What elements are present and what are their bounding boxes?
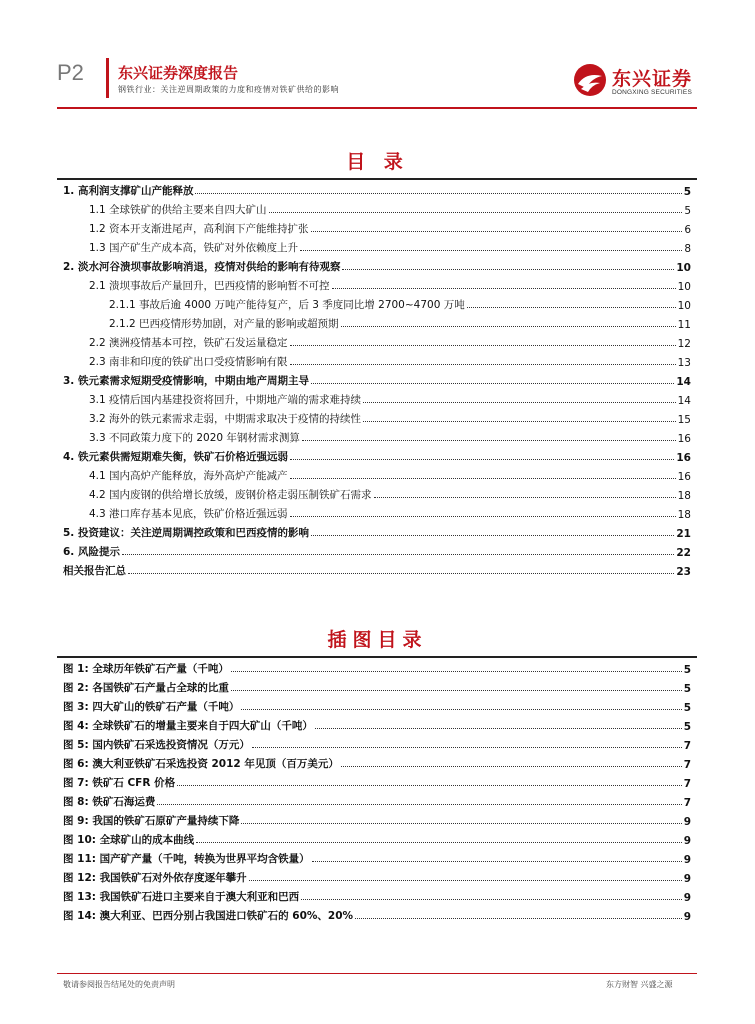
figure-entry[interactable]: 图 3: 四大矿山的铁矿石产量（千吨） 5 xyxy=(63,701,691,714)
toc-entry[interactable]: 2. 淡水河谷溃坝事故影响消退，疫情对供给的影响有待观察 10 xyxy=(63,261,691,274)
disclaimer-note: 敬请参阅报告结尾处的免责声明 xyxy=(63,980,175,989)
toc-entry[interactable]: 2.1.2 巴西疫情形势加剧，对产量的影响或超预期 11 xyxy=(109,318,691,331)
figures-title: 插图目录 xyxy=(327,629,428,651)
toc-entry[interactable]: 2.3 南非和印度的铁矿出口受疫情影响有限 13 xyxy=(89,356,691,369)
toc-entry[interactable]: 1.3 国产矿生产成本高，铁矿对外依赖度上升 8 xyxy=(89,242,691,255)
toc-entry[interactable]: 1.1 全球铁矿的供给主要来自四大矿山 5 xyxy=(89,204,691,217)
page-number: P2 xyxy=(57,60,84,85)
figure-entry[interactable]: 图 1: 全球历年铁矿石产量（千吨） 5 xyxy=(63,663,691,676)
toc-entry[interactable]: 5. 投资建议：关注逆周期调控政策和巴西疫情的影响 21 xyxy=(63,527,691,540)
figure-entry[interactable]: 图 11: 国产矿产量（千吨，转换为世界平均含铁量） 9 xyxy=(63,853,691,866)
page-header xyxy=(0,0,755,110)
toc-entry[interactable]: 3.2 海外的铁元素需求走弱，中期需求取决于疫情的持续性 15 xyxy=(89,413,691,426)
toc-entry[interactable]: 4.1 国内高炉产能释放，海外高炉产能减产 16 xyxy=(89,470,691,483)
figure-entry[interactable]: 图 13: 我国铁矿石进口主要来自于澳大利亚和巴西 9 xyxy=(63,891,691,904)
toc-entry[interactable]: 相关报告汇总 23 xyxy=(63,565,691,578)
toc-entry[interactable]: 2.2 澳洲疫情基本可控，铁矿石发运量稳定 12 xyxy=(89,337,691,350)
figure-entry[interactable]: 图 6: 澳大利亚铁矿石采选投资 2012 年见顶（百万美元） 7 xyxy=(63,758,691,771)
logo-english: DONGXING SECURITIES xyxy=(612,89,693,96)
toc-entry[interactable]: 3.3 不同政策力度下的 2020 年钢材需求测算 16 xyxy=(89,432,691,445)
figure-entry[interactable]: 图 14: 澳大利亚、巴西分别占我国进口铁矿石的 60%、20% 9 xyxy=(63,910,691,923)
toc-entry[interactable]: 4. 铁元素供需短期难失衡，铁矿石价格近强远弱 16 xyxy=(63,451,691,464)
report-subtitle: 钢铁行业：关注逆周期政策的力度和疫情对铁矿供给的影响 xyxy=(118,85,339,94)
table-of-contents xyxy=(63,179,691,578)
figure-entry[interactable]: 图 2: 各国铁矿石产量占全球的比重 5 xyxy=(63,682,691,695)
figure-entry[interactable]: 图 10: 全球矿山的成本曲线 9 xyxy=(63,834,691,847)
figure-entry[interactable]: 图 9: 我国的铁矿石原矿产量持续下降 9 xyxy=(63,815,691,828)
company-slogan: 东方财智 兴盛之源 xyxy=(606,980,673,989)
company-logo xyxy=(572,60,702,102)
header-rule xyxy=(57,107,697,109)
toc-entry[interactable]: 4.3 港口库存基本见底，铁矿价格近强远弱 18 xyxy=(89,508,691,521)
toc-entry[interactable]: 4.2 国内废钢的供给增长放缓，废钢价格走弱压制铁矿石需求 18 xyxy=(89,489,691,502)
figure-entry[interactable]: 图 8: 铁矿石海运费 7 xyxy=(63,796,691,809)
footer-rule xyxy=(57,973,697,974)
logo-text: 东兴证券 xyxy=(612,68,693,90)
figure-entry[interactable]: 图 5: 国内铁矿石采选投资情况（万元） 7 xyxy=(63,739,691,752)
toc-entry[interactable]: 6. 风险提示 22 xyxy=(63,546,691,559)
header-divider xyxy=(106,58,109,98)
toc-entry[interactable]: 3. 铁元素需求短期受疫情影响，中期由地产周期主导 14 xyxy=(63,375,691,388)
figure-entry[interactable]: 图 7: 铁矿石 CFR 价格 7 xyxy=(63,777,691,790)
toc-entry[interactable]: 3.1 疫情后国内基建投资将回升，中期地产端的需求难持续 14 xyxy=(89,394,691,407)
toc-entry[interactable]: 1.2 资本开支渐进尾声，高利润下产能维持扩张 6 xyxy=(89,223,691,236)
logo-mark-icon xyxy=(572,62,608,98)
toc-entry[interactable]: 2.1.1 事故后逾 4000 万吨产能待复产，后 3 季度同比增 2700~4700 万吨 10 xyxy=(109,299,691,312)
toc-entry[interactable]: 2.1 溃坝事故后产量回升，巴西疫情的影响暂不可控 10 xyxy=(89,280,691,293)
figure-entry[interactable]: 图 12: 我国铁矿石对外依存度逐年攀升 9 xyxy=(63,872,691,885)
toc-title: 目 录 xyxy=(346,151,409,173)
toc-entry[interactable]: 1. 高利润支撑矿山产能释放 5 xyxy=(63,185,691,198)
list-of-figures xyxy=(63,657,691,923)
figure-entry[interactable]: 图 4: 全球铁矿石的增量主要来自于四大矿山（千吨） 5 xyxy=(63,720,691,733)
report-title: 东兴证券深度报告 xyxy=(118,64,239,82)
